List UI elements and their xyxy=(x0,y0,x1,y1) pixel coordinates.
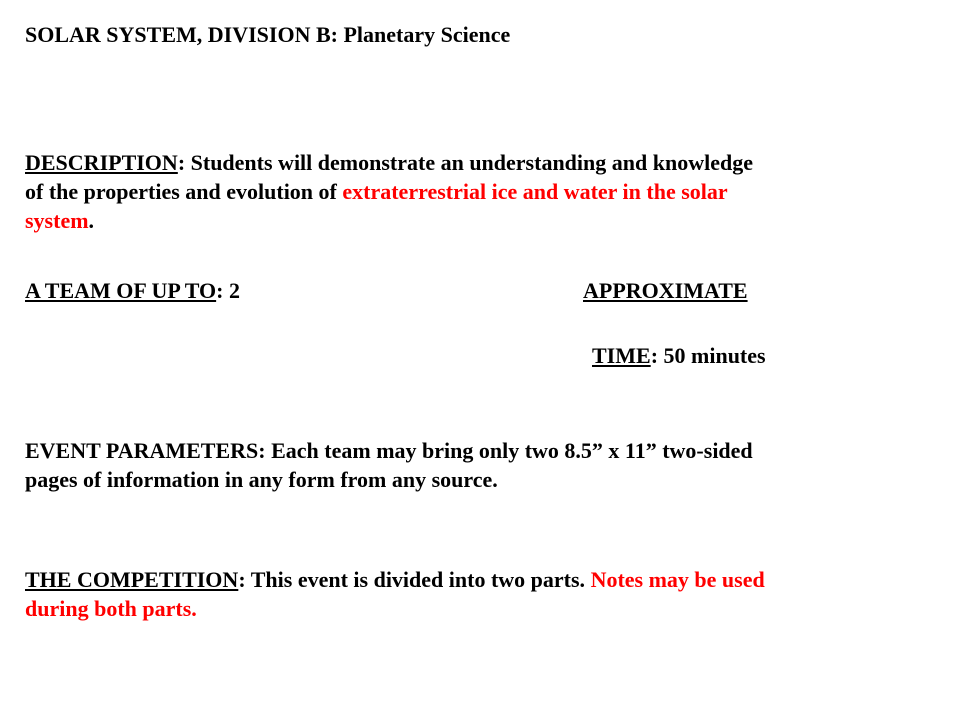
team-size-label: A TEAM OF UP TO xyxy=(25,278,217,303)
description-highlight-2: system xyxy=(25,208,89,233)
competition-label: THE COMPETITION xyxy=(25,567,239,592)
description-text-1: : Students will demonstrate an understanding and knowledge xyxy=(177,150,753,175)
team-size-value: : 2 xyxy=(216,278,240,303)
competition-line-1 xyxy=(25,565,765,594)
description-section xyxy=(25,148,753,235)
competition-text-1: : This event is divided into two parts. xyxy=(238,567,591,592)
description-label: DESCRIPTION xyxy=(25,150,178,175)
description-line-2 xyxy=(25,177,753,206)
approximate-label: APPROXIMATE xyxy=(583,278,748,303)
event-parameters-section xyxy=(25,436,753,494)
competition-highlight-2: during both parts. xyxy=(25,596,197,621)
time-value: : 50 minutes xyxy=(650,343,766,368)
description-line-3 xyxy=(25,206,753,235)
time-label: TIME xyxy=(592,343,651,368)
team-size-section xyxy=(25,276,240,305)
competition-line-2 xyxy=(25,594,765,623)
description-text-2: of the properties and evolution of xyxy=(25,179,343,204)
competition-section xyxy=(25,565,765,623)
description-line-1 xyxy=(25,148,753,177)
page-title: SOLAR SYSTEM, DIVISION B: Planetary Science xyxy=(25,22,511,47)
approximate-label-section xyxy=(583,276,748,305)
competition-highlight-1: Notes may be used xyxy=(590,567,765,592)
description-highlight-1: extraterrestrial ice and water in the solar xyxy=(342,179,728,204)
description-period: . xyxy=(88,208,95,233)
event-parameters-line-1: EVENT PARAMETERS: Each team may bring only two 8.5” x 11” two-sided xyxy=(25,438,753,463)
time-section xyxy=(592,341,766,370)
event-parameters-line-2: pages of information in any form from any source. xyxy=(25,467,498,492)
